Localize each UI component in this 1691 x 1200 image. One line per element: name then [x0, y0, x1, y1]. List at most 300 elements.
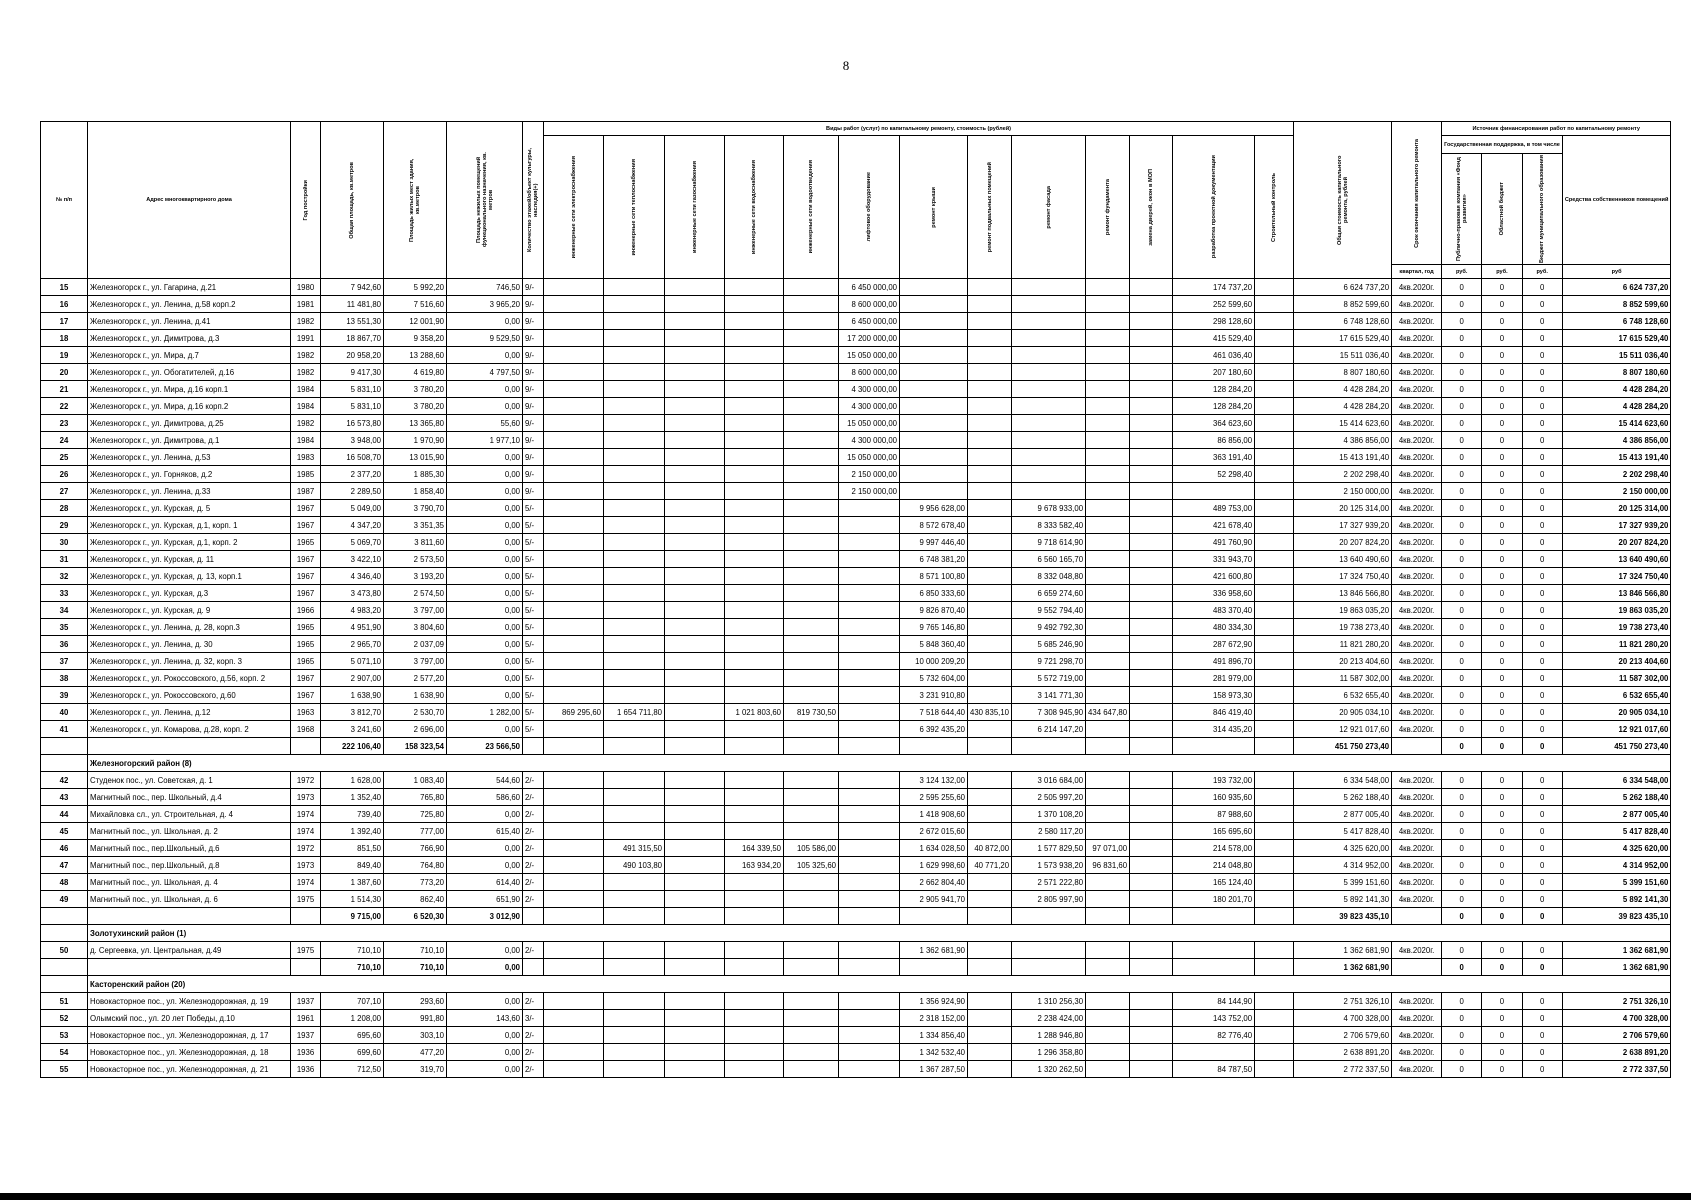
section-num-cell	[41, 976, 88, 993]
cell-w7: 1 356 924,90	[900, 993, 968, 1010]
cell-w2	[604, 806, 665, 823]
cell-term: 4кв.2020г.	[1392, 517, 1442, 534]
cell-fl: 2/-	[523, 772, 544, 789]
subtotal-cell-tot: 39 823 435,10	[1294, 908, 1392, 925]
cell-f3: 0	[1522, 381, 1562, 398]
cell-f1: 0	[1442, 653, 1482, 670]
cell-w3	[665, 857, 725, 874]
cell-a2: 3 780,20	[384, 398, 447, 415]
cell-f1: 0	[1442, 347, 1482, 364]
cell-num: 49	[41, 891, 88, 908]
cell-w10	[1086, 330, 1130, 347]
cell-w10	[1086, 364, 1130, 381]
cell-fl: 2/-	[523, 806, 544, 823]
cell-w7: 1 362 681,90	[900, 942, 968, 959]
cell-addr: Железногорск г., ул. Ленина, д.58 корп.2	[88, 296, 291, 313]
cell-year: 1982	[291, 347, 321, 364]
cell-w8: 40 771,20	[968, 857, 1012, 874]
cell-w8	[968, 347, 1012, 364]
cell-w3	[665, 704, 725, 721]
cell-w5	[784, 449, 839, 466]
cell-w3	[665, 432, 725, 449]
cell-a1: 5 071,10	[321, 653, 384, 670]
cell-w7: 3 124 132,00	[900, 772, 968, 789]
cell-fl: 5/-	[523, 517, 544, 534]
subtotal-cell-tot: 1 362 681,90	[1294, 959, 1392, 976]
table-row	[41, 687, 1671, 704]
cell-year: 1980	[291, 279, 321, 296]
cell-w6	[839, 534, 900, 551]
cell-w5	[784, 619, 839, 636]
cell-w6: 15 050 000,00	[839, 415, 900, 432]
col-floors-label: Количество этажей/объект культуры, наследия(+)	[527, 147, 539, 253]
cell-a1: 2 377,20	[321, 466, 384, 483]
cell-num: 55	[41, 1061, 88, 1078]
cell-w9: 9 721 298,70	[1012, 653, 1086, 670]
cell-year: 1982	[291, 364, 321, 381]
cell-fl: 2/-	[523, 1027, 544, 1044]
cell-f4: 17 615 529,40	[1562, 330, 1671, 347]
cell-num: 30	[41, 534, 88, 551]
subtotal-cell-w1	[544, 908, 604, 925]
cell-w5	[784, 568, 839, 585]
cell-f1: 0	[1442, 823, 1482, 840]
cell-f2: 0	[1482, 721, 1522, 738]
cell-w8	[968, 330, 1012, 347]
cell-a1: 18 867,70	[321, 330, 384, 347]
cell-w10	[1086, 415, 1130, 432]
cell-w11	[1130, 568, 1173, 585]
cell-w8	[968, 806, 1012, 823]
cell-w11	[1130, 415, 1173, 432]
cell-w12: 364 623,60	[1173, 415, 1255, 432]
cell-w9: 3 141 771,30	[1012, 687, 1086, 704]
cell-year: 1967	[291, 670, 321, 687]
cell-w4: 1 021 803,60	[725, 704, 784, 721]
cell-a1: 20 958,20	[321, 347, 384, 364]
cell-w5	[784, 313, 839, 330]
cell-w8	[968, 636, 1012, 653]
cell-w5: 105 586,00	[784, 840, 839, 857]
cell-w1	[544, 874, 604, 891]
cell-w6	[839, 874, 900, 891]
cell-year: 1963	[291, 704, 321, 721]
cell-f3: 0	[1522, 857, 1562, 874]
cell-term: 4кв.2020г.	[1392, 381, 1442, 398]
cell-w1	[544, 313, 604, 330]
table-row	[41, 415, 1671, 432]
cell-w11	[1130, 483, 1173, 500]
cell-f3: 0	[1522, 517, 1562, 534]
cell-f4: 8 807 180,60	[1562, 364, 1671, 381]
cell-w6	[839, 568, 900, 585]
cell-w11	[1130, 347, 1173, 364]
subtotal-row	[41, 959, 1671, 976]
col-area-func-label: Площадь нежилых помещений функционального назначения, кв. метров	[475, 152, 494, 248]
col-w3-header	[665, 136, 725, 279]
cell-w11	[1130, 500, 1173, 517]
cell-w6	[839, 1044, 900, 1061]
cell-a3: 746,50	[447, 279, 523, 296]
cell-w7: 7 518 644,40	[900, 704, 968, 721]
cell-a3: 0,00	[447, 1027, 523, 1044]
cell-w3	[665, 1027, 725, 1044]
cell-w13	[1255, 534, 1294, 551]
cell-a2: 725,80	[384, 806, 447, 823]
cell-f1: 0	[1442, 721, 1482, 738]
subtotal-cell-f1: 0	[1442, 959, 1482, 976]
cell-w2	[604, 534, 665, 551]
cell-w12: 331 943,70	[1173, 551, 1255, 568]
cell-addr: Железногорск г., ул. Курская, д.1, корп. 1	[88, 517, 291, 534]
cell-w8	[968, 466, 1012, 483]
cell-w2	[604, 313, 665, 330]
table-row	[41, 891, 1671, 908]
subtotal-cell-a2: 6 520,30	[384, 908, 447, 925]
cell-term: 4кв.2020г.	[1392, 585, 1442, 602]
cell-w1	[544, 381, 604, 398]
cell-w10	[1086, 347, 1130, 364]
cell-w6	[839, 823, 900, 840]
cell-a3: 0,00	[447, 1061, 523, 1078]
cell-tot: 13 640 490,60	[1294, 551, 1392, 568]
cell-addr: Магнитный пос., ул. Школьная, д. 6	[88, 891, 291, 908]
cell-tot: 5 417 828,40	[1294, 823, 1392, 840]
cell-w12: 193 732,00	[1173, 772, 1255, 789]
cell-f4: 17 324 750,40	[1562, 568, 1671, 585]
cell-f4: 6 334 548,00	[1562, 772, 1671, 789]
col-f2-label: Областной бюджет	[1498, 182, 1505, 236]
table-row	[41, 483, 1671, 500]
cell-year: 1975	[291, 891, 321, 908]
cell-w8	[968, 449, 1012, 466]
cell-w3	[665, 772, 725, 789]
cell-f4: 6 748 128,60	[1562, 313, 1671, 330]
cell-w1	[544, 772, 604, 789]
cell-f2: 0	[1482, 619, 1522, 636]
cell-num: 42	[41, 772, 88, 789]
cell-f4: 6 624 737,20	[1562, 279, 1671, 296]
cell-f2: 0	[1482, 670, 1522, 687]
cell-w4	[725, 1010, 784, 1027]
cell-w11	[1130, 993, 1173, 1010]
subtotal-cell-w12	[1173, 908, 1255, 925]
col-term-header	[1392, 122, 1442, 265]
cell-addr: Железногорск г., ул. Димитрова, д.3	[88, 330, 291, 347]
col-area-living-label: Площадь жилых мест здания, кв.метров	[409, 158, 421, 242]
cell-w5	[784, 942, 839, 959]
subtotal-cell-f4: 1 362 681,90	[1562, 959, 1671, 976]
cell-year: 1967	[291, 568, 321, 585]
cell-f2: 0	[1482, 636, 1522, 653]
cell-f3: 0	[1522, 534, 1562, 551]
cell-fl: 2/-	[523, 823, 544, 840]
cell-year: 1974	[291, 874, 321, 891]
cell-w3	[665, 313, 725, 330]
table-row	[41, 568, 1671, 585]
cell-fl: 9/-	[523, 279, 544, 296]
subtotal-cell-f1: 0	[1442, 908, 1482, 925]
cell-w13	[1255, 279, 1294, 296]
subtotal-cell-a3: 0,00	[447, 959, 523, 976]
cell-w9	[1012, 347, 1086, 364]
cell-w7: 9 956 628,00	[900, 500, 968, 517]
col-w6-label: лифтовое оборудование	[866, 172, 872, 242]
cell-w4: 163 934,20	[725, 857, 784, 874]
cell-w2	[604, 330, 665, 347]
cell-w7: 5 848 360,40	[900, 636, 968, 653]
cell-w3	[665, 721, 725, 738]
cell-f4: 15 413 191,40	[1562, 449, 1671, 466]
cell-w12	[1173, 483, 1255, 500]
cell-num: 31	[41, 551, 88, 568]
cell-addr: Железногорск г., ул. Комарова, д.28, корп. 2	[88, 721, 291, 738]
cell-w2	[604, 874, 665, 891]
cell-w13	[1255, 585, 1294, 602]
cell-a2: 1 885,30	[384, 466, 447, 483]
cell-w3	[665, 789, 725, 806]
cell-a1: 3 948,00	[321, 432, 384, 449]
subtotal-cell-w7	[900, 738, 968, 755]
cell-w10	[1086, 891, 1130, 908]
cell-a2: 13 288,60	[384, 347, 447, 364]
cell-a1: 2 289,50	[321, 483, 384, 500]
cell-f4: 4 428 284,20	[1562, 398, 1671, 415]
cell-term: 4кв.2020г.	[1392, 500, 1442, 517]
cell-fl: 2/-	[523, 789, 544, 806]
cell-w2	[604, 1027, 665, 1044]
cell-f3: 0	[1522, 721, 1562, 738]
subtotal-cell-w3	[665, 738, 725, 755]
cell-w7	[900, 483, 968, 500]
cell-a2: 3 351,35	[384, 517, 447, 534]
cell-tot: 13 846 566,80	[1294, 585, 1392, 602]
subtotal-cell-w2	[604, 738, 665, 755]
cell-w2	[604, 772, 665, 789]
cell-w3	[665, 653, 725, 670]
table-row	[41, 398, 1671, 415]
cell-w4	[725, 823, 784, 840]
cell-fl: 2/-	[523, 942, 544, 959]
col-area-living-header	[384, 122, 447, 279]
cell-f1: 0	[1442, 449, 1482, 466]
cell-tot: 17 615 529,40	[1294, 330, 1392, 347]
cell-w4	[725, 279, 784, 296]
cell-a3: 0,00	[447, 534, 523, 551]
cell-w5	[784, 806, 839, 823]
cell-w10	[1086, 1027, 1130, 1044]
cell-f4: 15 414 623,60	[1562, 415, 1671, 432]
cell-tot: 4 428 284,20	[1294, 381, 1392, 398]
cell-a3: 0,00	[447, 398, 523, 415]
subtotal-cell-fl	[523, 959, 544, 976]
cell-w9: 2 805 997,90	[1012, 891, 1086, 908]
cell-w9: 8 332 048,80	[1012, 568, 1086, 585]
cell-w2: 490 103,80	[604, 857, 665, 874]
cell-w9	[1012, 296, 1086, 313]
cell-f2: 0	[1482, 1061, 1522, 1078]
cell-w7	[900, 364, 968, 381]
cell-w6: 17 200 000,00	[839, 330, 900, 347]
cell-addr: Новокасторное пос., ул. Железнодорожная, д. 19	[88, 993, 291, 1010]
cell-term: 4кв.2020г.	[1392, 449, 1442, 466]
subtotal-cell-addr	[88, 908, 291, 925]
cell-w11	[1130, 398, 1173, 415]
cell-w1	[544, 670, 604, 687]
cell-w12: 480 334,30	[1173, 619, 1255, 636]
cell-w13	[1255, 432, 1294, 449]
cell-w2	[604, 1010, 665, 1027]
cell-w7: 5 732 604,00	[900, 670, 968, 687]
col-total-cost-header	[1294, 122, 1392, 279]
cell-fl: 9/-	[523, 313, 544, 330]
cell-a3: 0,00	[447, 942, 523, 959]
cell-tot: 15 413 191,40	[1294, 449, 1392, 466]
cell-w13	[1255, 398, 1294, 415]
subtotal-cell-f1: 0	[1442, 738, 1482, 755]
cell-w11	[1130, 806, 1173, 823]
cell-f4: 5 892 141,30	[1562, 891, 1671, 908]
cell-w10	[1086, 517, 1130, 534]
cell-tot: 6 624 737,20	[1294, 279, 1392, 296]
cell-fl: 9/-	[523, 364, 544, 381]
cell-w4	[725, 551, 784, 568]
cell-w11	[1130, 432, 1173, 449]
cell-w12: 298 128,60	[1173, 313, 1255, 330]
cell-a1: 710,10	[321, 942, 384, 959]
cell-w5	[784, 1010, 839, 1027]
cell-f1: 0	[1442, 670, 1482, 687]
cell-year: 1965	[291, 653, 321, 670]
subtotal-cell-fl	[523, 738, 544, 755]
cell-a1: 712,50	[321, 1061, 384, 1078]
cell-a1: 16 573,80	[321, 415, 384, 432]
cell-f3: 0	[1522, 432, 1562, 449]
cell-tot: 8 852 599,60	[1294, 296, 1392, 313]
cell-f2: 0	[1482, 568, 1522, 585]
cell-a2: 1 083,40	[384, 772, 447, 789]
cell-w7: 8 571 100,80	[900, 568, 968, 585]
table-row	[41, 823, 1671, 840]
cell-w1	[544, 840, 604, 857]
cell-w1	[544, 806, 604, 823]
subtotal-cell-f4: 451 750 273,40	[1562, 738, 1671, 755]
cell-addr: Магнитный пос., пер. Школьный, д.4	[88, 789, 291, 806]
cell-w13	[1255, 789, 1294, 806]
cell-f2: 0	[1482, 517, 1522, 534]
cell-a3: 0,00	[447, 1044, 523, 1061]
cell-w5	[784, 891, 839, 908]
cell-w12: 489 753,00	[1173, 500, 1255, 517]
cell-w7: 2 318 152,00	[900, 1010, 968, 1027]
cell-year: 1965	[291, 636, 321, 653]
cell-w2	[604, 687, 665, 704]
cell-f2: 0	[1482, 857, 1522, 874]
cell-a2: 3 797,00	[384, 653, 447, 670]
cell-w6	[839, 806, 900, 823]
subtotal-cell-w6	[839, 959, 900, 976]
table-row	[41, 1027, 1671, 1044]
cell-w2	[604, 789, 665, 806]
cell-f2: 0	[1482, 415, 1522, 432]
cell-f4: 20 125 314,00	[1562, 500, 1671, 517]
cell-fl: 3/-	[523, 1010, 544, 1027]
district-section-label: Золотухинский район (1)	[88, 925, 1671, 942]
cell-f3: 0	[1522, 398, 1562, 415]
cell-term: 4кв.2020г.	[1392, 840, 1442, 857]
cell-term: 4кв.2020г.	[1392, 636, 1442, 653]
cell-w7	[900, 313, 968, 330]
cell-w5	[784, 687, 839, 704]
col-w9-label: ремонт фасада	[1045, 185, 1052, 229]
cell-tot: 2 638 891,20	[1294, 1044, 1392, 1061]
cell-num: 29	[41, 517, 88, 534]
cell-f1: 0	[1442, 840, 1482, 857]
cell-w8	[968, 585, 1012, 602]
cell-w7	[900, 330, 968, 347]
col-term-label: Срок окончания капитального ремонта	[1413, 138, 1420, 248]
col-w6-header	[839, 136, 900, 279]
cell-w13	[1255, 1027, 1294, 1044]
cell-num: 48	[41, 874, 88, 891]
cell-num: 45	[41, 823, 88, 840]
cell-w4	[725, 942, 784, 959]
cell-w10	[1086, 993, 1130, 1010]
cell-f1: 0	[1442, 857, 1482, 874]
cell-w11	[1130, 517, 1173, 534]
subtotal-cell-term	[1392, 959, 1442, 976]
cell-a2: 773,20	[384, 874, 447, 891]
cell-w3	[665, 874, 725, 891]
cell-w1	[544, 449, 604, 466]
cell-f3: 0	[1522, 670, 1562, 687]
cell-w1	[544, 568, 604, 585]
cell-w3	[665, 806, 725, 823]
cell-num: 17	[41, 313, 88, 330]
cell-a2: 766,90	[384, 840, 447, 857]
cell-w8	[968, 279, 1012, 296]
cell-f4: 20 207 824,20	[1562, 534, 1671, 551]
cell-w1	[544, 415, 604, 432]
cell-a1: 4 346,40	[321, 568, 384, 585]
cell-tot: 2 150 000,00	[1294, 483, 1392, 500]
col-floors-header	[523, 122, 544, 279]
subtotal-cell-num	[41, 959, 88, 976]
cell-w12: 281 979,00	[1173, 670, 1255, 687]
cell-w12: 461 036,40	[1173, 347, 1255, 364]
cell-w11	[1130, 296, 1173, 313]
cell-w8	[968, 874, 1012, 891]
cell-tot: 4 700 328,00	[1294, 1010, 1392, 1027]
cell-tot: 4 386 856,00	[1294, 432, 1392, 449]
subtotal-cell-w5	[784, 959, 839, 976]
financing-group-header: Источник финансирования работ по капитальному ремонту	[1442, 122, 1671, 136]
cell-fl: 2/-	[523, 857, 544, 874]
cell-w2	[604, 823, 665, 840]
cell-w7: 6 748 381,20	[900, 551, 968, 568]
cell-w9: 9 678 933,00	[1012, 500, 1086, 517]
cell-w12: 415 529,40	[1173, 330, 1255, 347]
cell-w13	[1255, 449, 1294, 466]
cell-year: 1983	[291, 449, 321, 466]
cell-addr: Железногорск г., ул. Ленина, д. 28, корп.3	[88, 619, 291, 636]
cell-a3: 0,00	[447, 636, 523, 653]
cell-f4: 19 738 273,40	[1562, 619, 1671, 636]
cell-a1: 3 812,70	[321, 704, 384, 721]
cell-w4	[725, 636, 784, 653]
page-number: 8	[842, 58, 850, 73]
cell-f2: 0	[1482, 1027, 1522, 1044]
